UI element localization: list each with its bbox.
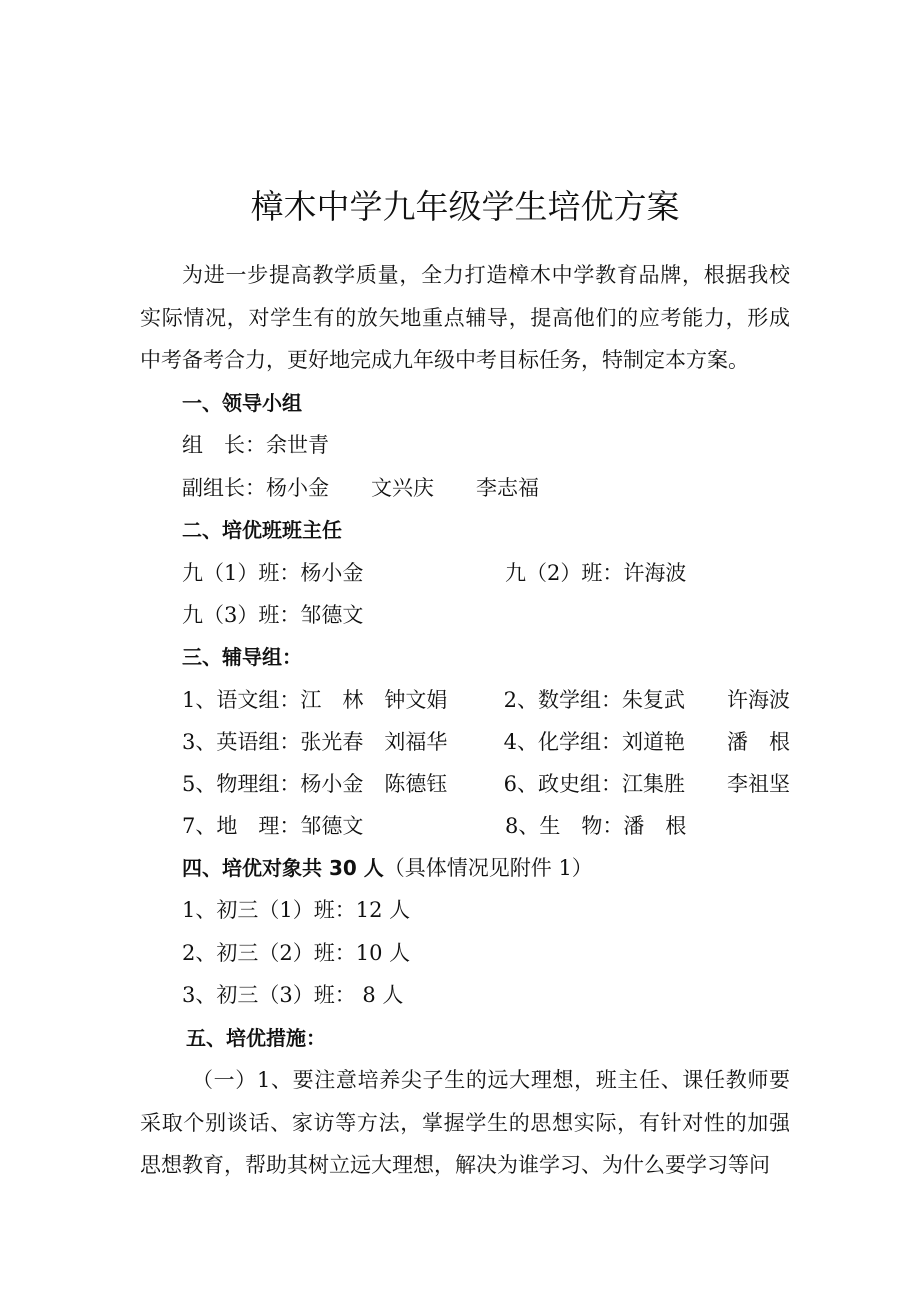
tutor-group-item: 1、语文组：江 林 钟文娟 (182, 687, 448, 712)
target-count-item: 3、初三（3）班： 8 人 (182, 983, 404, 1007)
intro-paragraph: 为进一步提高教学质量，全力打造樟木中学教育品牌，根据我校实际情况，对学生有的放矢地重点辅导，提高他们的应考能力，形成中考备考合力，更好地完成九年级中考目标任务，特制定本方案。 (140, 263, 790, 372)
tutor-group-item: 5、物理组：杨小金 陈德钰 (182, 771, 448, 796)
leader-line: 组 长：余世青 (182, 433, 329, 457)
tutor-group-item: 7、地 理：邹德文 (182, 813, 364, 838)
targets-note: （具体情况见附件 1） (383, 855, 593, 880)
tutor-group-item: 3、英语组：张光春 刘福华 (182, 729, 448, 754)
section-heading-head-teachers: 二、培优班班主任 (182, 518, 342, 542)
tutor-group-row (140, 721, 790, 763)
tutor-group-item: 4、化学组：刘道艳 潘 根 (503, 729, 790, 754)
section-heading-tutor-groups: 三、辅导组： (182, 645, 302, 669)
tutor-group-item: 8、生 物：潘 根 (505, 813, 687, 838)
tutor-group-row (140, 679, 790, 721)
tutor-group-row (140, 763, 790, 805)
class-2-teacher: 九（2）班：许海波 (505, 560, 687, 585)
tutor-group-row (140, 805, 790, 847)
page-title: 樟木中学九年级学生培优方案 (250, 187, 680, 226)
class-1-teacher: 九（1）班：杨小金 (182, 560, 364, 585)
measures-paragraph: （一）1、要注意培养尖子生的远大理想，班主任、课任教师要采取个别谈话、家访等方法，掌握学生的思想实际，有针对性的加强思想教育，帮助其树立远大理想，解决为谁学习、为什么要学习等问 (140, 1068, 790, 1177)
deputy-line: 副组长：杨小金 文兴庆 李志福 (182, 475, 539, 500)
class-3-teacher: 九（3）班：邹德文 (182, 602, 364, 627)
head-teacher-row (140, 552, 790, 594)
section-heading-leadership: 一、领导小组 (182, 390, 302, 415)
target-count-item: 2、初三（2）班：10 人 (182, 940, 411, 965)
target-count-item: 1、初三（1）班：12 人 (182, 898, 411, 922)
tutor-group-item: 2、数学组：朱复武 许海波 (503, 687, 790, 712)
section-heading-measures: 五、培优措施： (186, 1025, 326, 1050)
section-heading-targets-line (140, 847, 790, 890)
section-heading-targets: 四、培优对象共 30 人 (182, 855, 384, 880)
tutor-group-item: 6、政史组：江集胜 李祖坚 (503, 771, 790, 796)
